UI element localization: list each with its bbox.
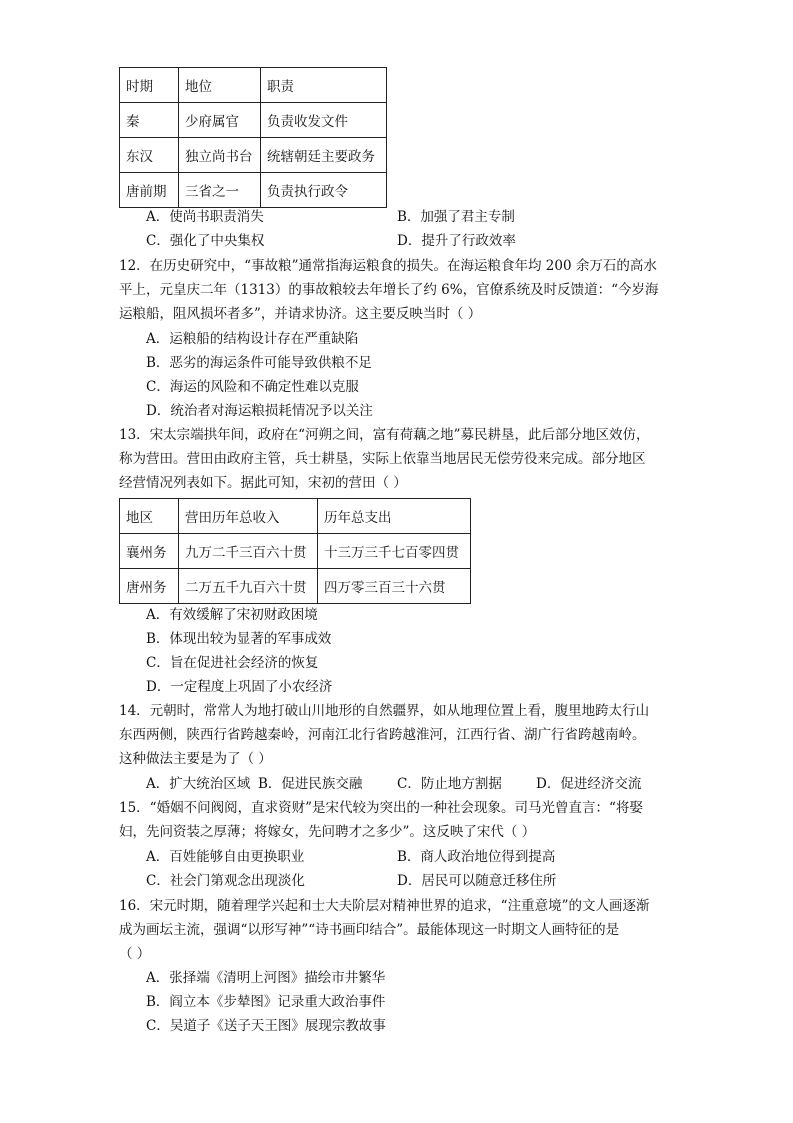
answer-option-c[interactable]: C．防止地方割据 <box>397 776 502 792</box>
answer-option-b[interactable]: B．恶劣的海运条件可能导致供粮不足 <box>146 355 372 371</box>
history-office-table <box>119 67 387 208</box>
question-12-text: 运粮船，阻风损坏者多”，并请求协济。这主要反映当时（ ） <box>119 306 482 322</box>
answer-option-b[interactable]: B．加强了君主专制 <box>397 209 515 225</box>
question-12-text: 平上，元皇庆二年（1313）的事故粮较去年增长了约 6%，官僚系统及时反馈道：“今岁海 <box>119 282 659 298</box>
answer-option-d[interactable]: D．居民可以随意迁移住所 <box>397 873 557 889</box>
question-14-text: 东西两侧，陕西行省跨越秦岭，河南江北行省跨越淮河，江西行省、湖广行省跨越南岭。 <box>119 727 646 743</box>
answer-option-c[interactable]: C．吴道子《送子天王图》展现宗教故事 <box>146 1018 386 1034</box>
table-cell: 历年总支出 <box>318 499 471 534</box>
answer-option-b[interactable]: B．体现出较为显著的军事成效 <box>146 631 332 647</box>
table-row <box>120 569 471 604</box>
question-16-text: 16．宋元时期，随着理学兴起和士大夫阶层对精神世界的追求，“注重意境”的文人画逐渐 <box>119 898 650 914</box>
answer-option-c[interactable]: C．社会门第观念出现淡化 <box>146 873 305 889</box>
answer-option-d[interactable]: D．统治者对海运粮损耗情况予以关注 <box>146 403 373 419</box>
table-row <box>120 68 387 103</box>
military-farm-table <box>119 498 471 604</box>
table-cell: 三省之一 <box>179 173 261 208</box>
table-cell: 唐前期 <box>120 173 179 208</box>
question-14-text: 14．元朝时，常常人为地打破山川地形的自然疆界，如从地理位置上看，腹里地跨太行山 <box>119 703 650 719</box>
table-cell: 时期 <box>120 68 179 103</box>
table-cell: 二万五千九百六十贯 <box>179 569 318 604</box>
answer-option-d[interactable]: D．促进经济交流 <box>536 776 642 792</box>
question-15-text: 15．“婚姻不问阀阅，直求资财”是宋代较为突出的一种社会现象。司马光曾直言：“将娶 <box>119 800 643 816</box>
table-cell: 负责收发文件 <box>261 103 387 138</box>
table-cell: 唐州务 <box>120 569 179 604</box>
answer-option-b[interactable]: B．商人政治地位得到提高 <box>397 849 556 865</box>
table-cell: 秦 <box>120 103 179 138</box>
answer-option-a[interactable]: A．张择端《清明上河图》描绘市井繁华 <box>146 970 386 986</box>
answer-option-c[interactable]: C．旨在促进社会经济的恢复 <box>146 655 319 671</box>
question-14-text: 这种做法主要是为了（ ） <box>119 751 272 767</box>
table-cell: 十三万三千七百零四贯 <box>318 534 471 569</box>
answer-option-a[interactable]: A．运粮船的结构设计存在严重缺陷 <box>146 331 359 347</box>
answer-option-a[interactable]: A．有效缓解了宋初财政困境 <box>146 607 318 623</box>
table-cell: 独立尚书台 <box>179 138 261 173</box>
answer-option-a[interactable]: A．使尚书职责消失 <box>146 209 264 225</box>
table-cell: 职责 <box>261 68 387 103</box>
table-cell: 统辖朝廷主要政务 <box>261 138 387 173</box>
answer-option-b[interactable]: B．促进民族交融 <box>258 776 363 792</box>
answer-option-c[interactable]: C．海运的风险和不确定性难以克服 <box>146 379 359 395</box>
table-cell: 负责执行政令 <box>261 173 387 208</box>
question-13-text: 称为营田。营田由政府主管，兵士耕垦，实际上依靠当地居民无偿劳役来完成。部分地区 <box>119 451 646 467</box>
question-12-text: 12．在历史研究中，“事故粮”通常指海运粮食的损失。在海运粮食年均 200 余万石的高水 <box>119 258 657 274</box>
answer-option-a[interactable]: A．百姓能够自由更换职业 <box>146 849 305 865</box>
answer-option-c[interactable]: C．强化了中央集权 <box>146 233 265 249</box>
answer-option-b[interactable]: B．阎立本《步辇图》记录重大政治事件 <box>146 994 386 1010</box>
table-row <box>120 173 387 208</box>
question-13-text: 13．宋太宗端拱年间，政府在“河朔之间，富有荷藕之地”募民耕垦，此后部分地区效仿， <box>119 427 650 443</box>
answer-option-d[interactable]: D．一定程度上巩固了小农经济 <box>146 679 333 695</box>
question-16-text: 成为画坛主流，强调“以形写神”“诗书画印结合”。最能体现这一时期文人画特征的是 <box>119 922 620 938</box>
table-row <box>120 103 387 138</box>
table-cell: 少府属官 <box>179 103 261 138</box>
table-cell: 营田历年总收入 <box>179 499 318 534</box>
table-row <box>120 499 471 534</box>
question-16-text: （ ） <box>119 946 151 962</box>
answer-option-d[interactable]: D．提升了行政效率 <box>397 233 516 249</box>
table-cell: 襄州务 <box>120 534 179 569</box>
answer-option-a[interactable]: A．扩大统治区域 <box>146 776 251 792</box>
table-cell: 东汉 <box>120 138 179 173</box>
table-cell: 地位 <box>179 68 261 103</box>
question-13-text: 经营情况列表如下。据此可知，宋初的营田（ ） <box>119 475 407 491</box>
table-cell: 九万二千三百六十贯 <box>179 534 318 569</box>
table-cell: 四万零三百三十六贯 <box>318 569 471 604</box>
question-15-text: 妇，先问资装之厚薄；将嫁女，先问聘才之多少”。这反映了宋代（ ） <box>119 824 536 840</box>
table-row <box>120 138 387 173</box>
table-row <box>120 534 471 569</box>
table-cell: 地区 <box>120 499 179 534</box>
